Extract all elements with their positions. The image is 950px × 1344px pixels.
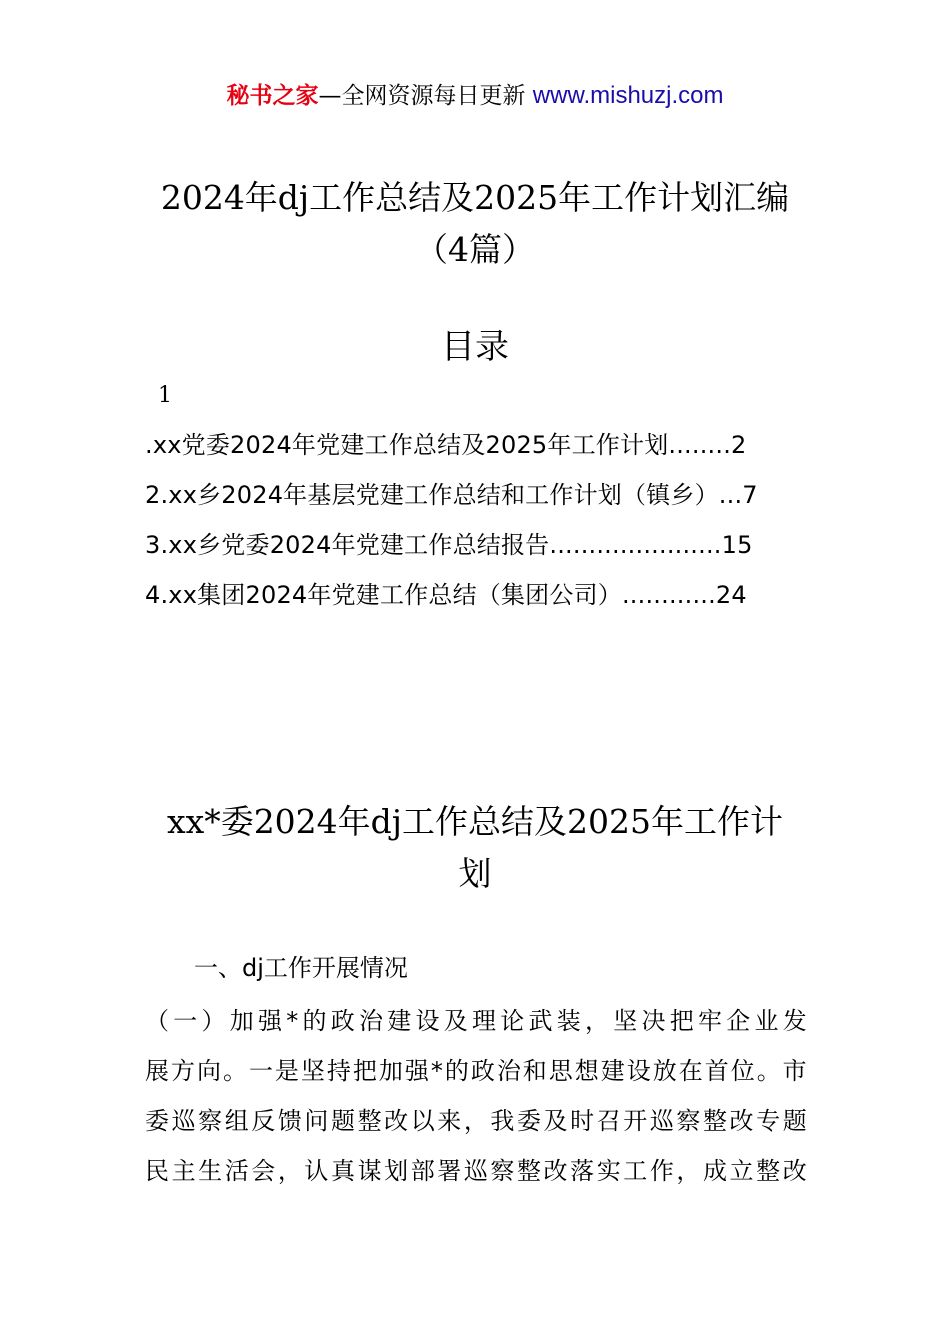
body-line-3: 委巡察组反馈问题整改以来，我委及时召开巡察整改专题 xyxy=(145,1107,807,1135)
section-subheading: 一、dj工作开展情况 xyxy=(194,954,408,982)
document-title xyxy=(145,172,805,276)
toc-list xyxy=(145,420,807,620)
toc-item-4[interactable]: 4.xx集团2024年党建工作总结（集团公司）............24 xyxy=(145,581,747,609)
section-title-line1: xx*委2024年dj工作总结及2025年工作计 xyxy=(166,802,784,841)
section-title-line2: 划 xyxy=(458,854,492,893)
document-title-line1: 2024年dj工作总结及2025年工作计划汇编 xyxy=(160,178,790,217)
section-title xyxy=(145,796,805,900)
body-line-4: 民主生活会，认真谋划部署巡察整改落实工作，成立整改 xyxy=(145,1157,807,1185)
brand-name: 秘书之家 xyxy=(226,83,319,109)
toc-heading: 目录 xyxy=(441,327,509,367)
document-title-line2: （4篇） xyxy=(415,230,535,269)
toc-item-1[interactable]: .xx党委2024年党建工作总结及2025年工作计划........2 xyxy=(145,431,747,459)
page-number-marker: 1 xyxy=(158,383,172,408)
toc-item-3[interactable]: 3.xx乡党委2024年党建工作总结报告......................15 xyxy=(145,531,753,559)
header-slogan: —全网资源每日更新 xyxy=(318,83,526,109)
body-line-1: （一）加强*的政治建设及理论武装，坚决把牢企业发 xyxy=(145,1007,807,1035)
toc-item-2[interactable]: 2.xx乡2024年基层党建工作总结和工作计划（镇乡）...7 xyxy=(145,481,758,509)
site-header xyxy=(0,80,950,112)
site-url-link[interactable]: www.mishuzj.com xyxy=(532,82,724,109)
body-paragraph xyxy=(145,996,807,1196)
body-line-2: 展方向。一是坚持把加强*的政治和思想建设放在首位。市 xyxy=(145,1057,807,1085)
